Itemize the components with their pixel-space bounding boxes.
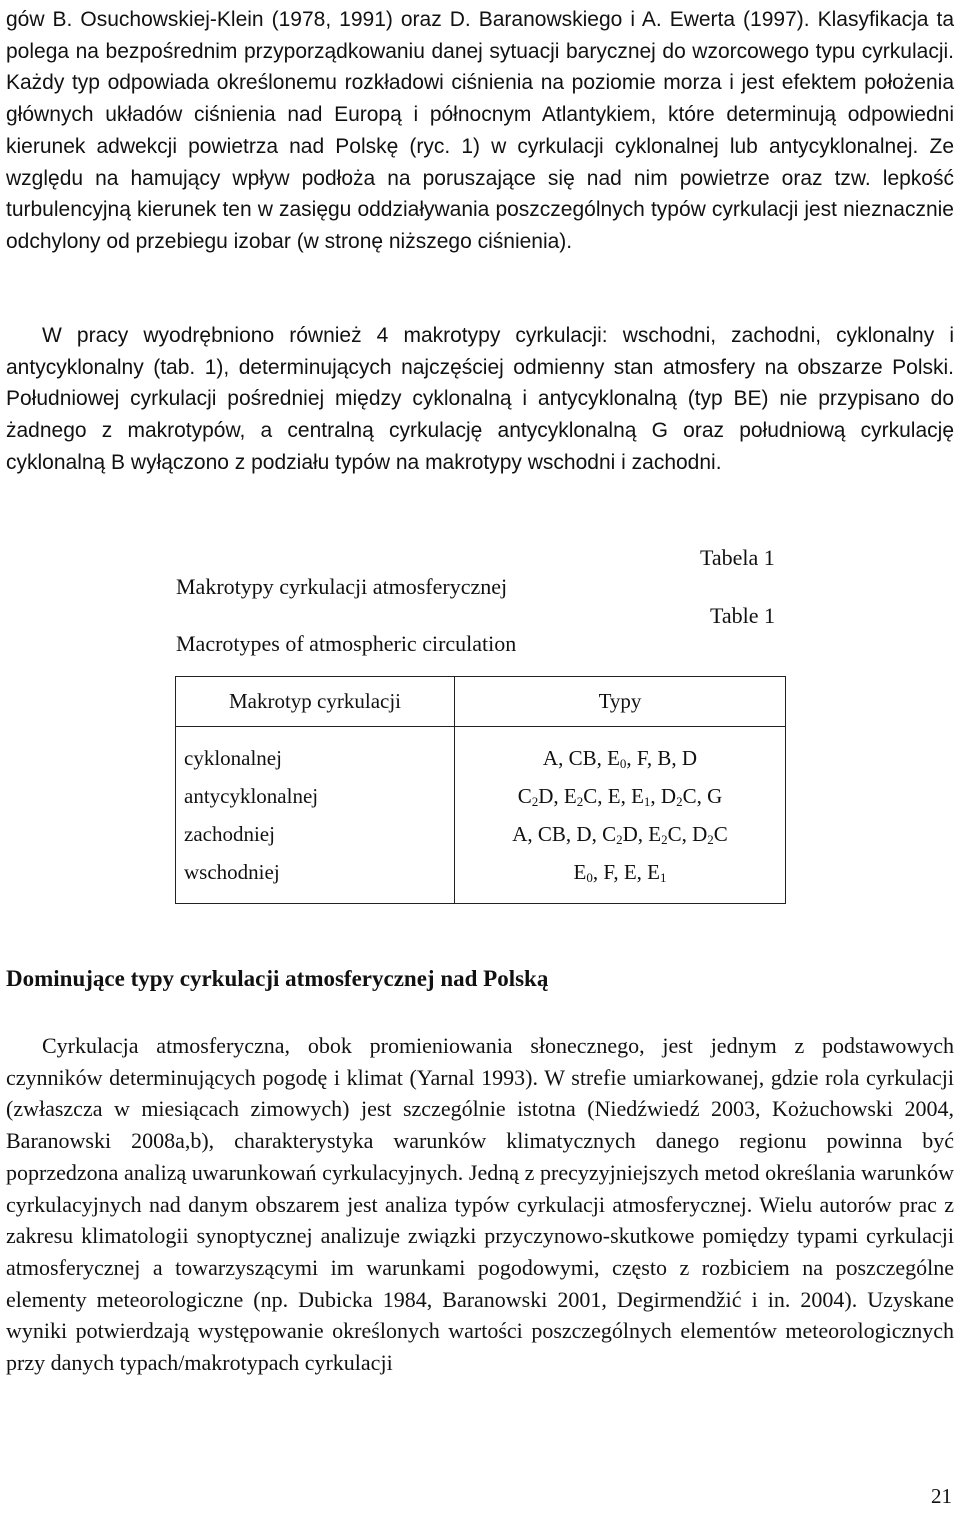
row-types: $C_2D$, $E_2C$, E, $E_1$, $D_2C$, G bbox=[517, 783, 723, 809]
table-row bbox=[176, 727, 786, 778]
row-types: $E_0$, F, E, $E_1$ bbox=[573, 859, 667, 885]
header-macrotype: Makrotyp cyrkulacji bbox=[176, 677, 455, 727]
table-title-pl: Makrotypy cyrkulacji atmosferycznej bbox=[176, 574, 508, 599]
row-types: A, CB, $E_0$, F, B, D bbox=[542, 745, 698, 771]
page-number: 21 bbox=[931, 1484, 952, 1508]
row-name: zachodniej bbox=[176, 815, 455, 853]
table-header-row bbox=[176, 677, 786, 727]
row-name: wschodniej bbox=[176, 853, 455, 904]
row-name: cyklonalnej bbox=[176, 727, 455, 778]
table-row bbox=[176, 815, 786, 853]
table-label-pl: Tabela 1 bbox=[700, 545, 775, 570]
header-types: Typy bbox=[455, 677, 786, 727]
top-paragraph: gów B. Osuchowskiej-Klein (1978, 1991) oraz D. Baranowskiego i A. Ewerta (1997). Klasyfikacja ta polega na bezpośrednim przyporządkowaniu danej sytuacji barycznej do wzorcowego typu cyrkulacji. Każdy typ odpowiada określonemu rozkładowi ciśnienia na poziomie morza i jest efektem położenia głównych układów ciśnienia nad Europą i północnym Atlantykiem, które determinują odpowiedni kierunek adwekcji powietrza nad Polskę (ryc. 1) w cyrkulacji cyklonalnej lub antycyklonalnej. Ze względu na hamujący wpływ podłoża na poruszające się nad nim powietrze oraz tzw. lepkość turbulencyjną kierunek ten w zasięgu oddziaływania poszczególnych typów cyrkulacji jest nieznacznie odchylony od przebiegu izobar (w stronę niższego ciśnienia). bbox=[6, 8, 954, 253]
table-row bbox=[176, 853, 786, 904]
row-name: antycyklonalnej bbox=[176, 777, 455, 815]
row-types: A, CB, D, $C_2D$, $E_2C$, $D_2C$ bbox=[512, 821, 728, 847]
bottom-paragraph: Cyrkulacja atmosferyczna, obok promieniowania słonecznego, jest jednym z podstawowych czynników determinujących pogodę i klimat (Yarnal 1993). W strefie umiarkowanej, gdzie rola cyrkulacji (zwłaszcza w miesiącach zimowych) jest szczególnie istotna (Niedźwiedź 2003, Kożuchowski 2004, Baranowski 2008a,b), charakterystyka warunków klimatycznych danego regionu powinna być poprzedzona analizą uwarunkowań cyrkulacyjnych. Jedną z precyzyjniejszych metod określania warunków cyrkulacyjnych nad danym obszarem jest analiza typów cyrkulacji atmosferycznej. Wielu autorów prac z zakresu klimatologii synoptycznej analizuje związki przyczynowo-skutkowe pomiędzy typami cyrkulacji atmosferycznej a towarzyszącymi im warunkami pogodowymi, często z rozbiciem na poszczególne elementy meteorologiczne (np. Dubicka 1984, Baranowski 2001, Degirmendžić i in. 2004). Uzyskane wyniki potwierdzają występowanie określonych wartości poszczególnych elementów meteorologicznych przy danych typach/makrotypach cyrkulacji bbox=[6, 1033, 954, 1376]
table-row bbox=[176, 777, 786, 815]
table-label-en: Table 1 bbox=[710, 603, 776, 628]
mid-paragraph: W pracy wyodrębniono również 4 makrotypy cyrkulacji: wschodni, zachodni, cyklonalny i antycyklonalny (tab. 1), determinujących najczęściej odmienny stan atmosfery na obszarze Polski. Południowej cyrkulacji pośredniej między cyklonalną i antycyklonalną (typ BE) nie przypisano do żadnego z makrotypów, a centralną cyrkulację antycyklonalną G oraz południową cyrkulację cyklonalną B wyłączono z podziału typów na makrotypy wschodni i zachodni. bbox=[6, 324, 954, 474]
macrotypes-table bbox=[175, 676, 786, 904]
section-heading: Dominujące typy cyrkulacji atmosferycznej nad Polską bbox=[6, 966, 549, 991]
table-title-en: Macrotypes of atmospheric circulation bbox=[176, 631, 517, 656]
